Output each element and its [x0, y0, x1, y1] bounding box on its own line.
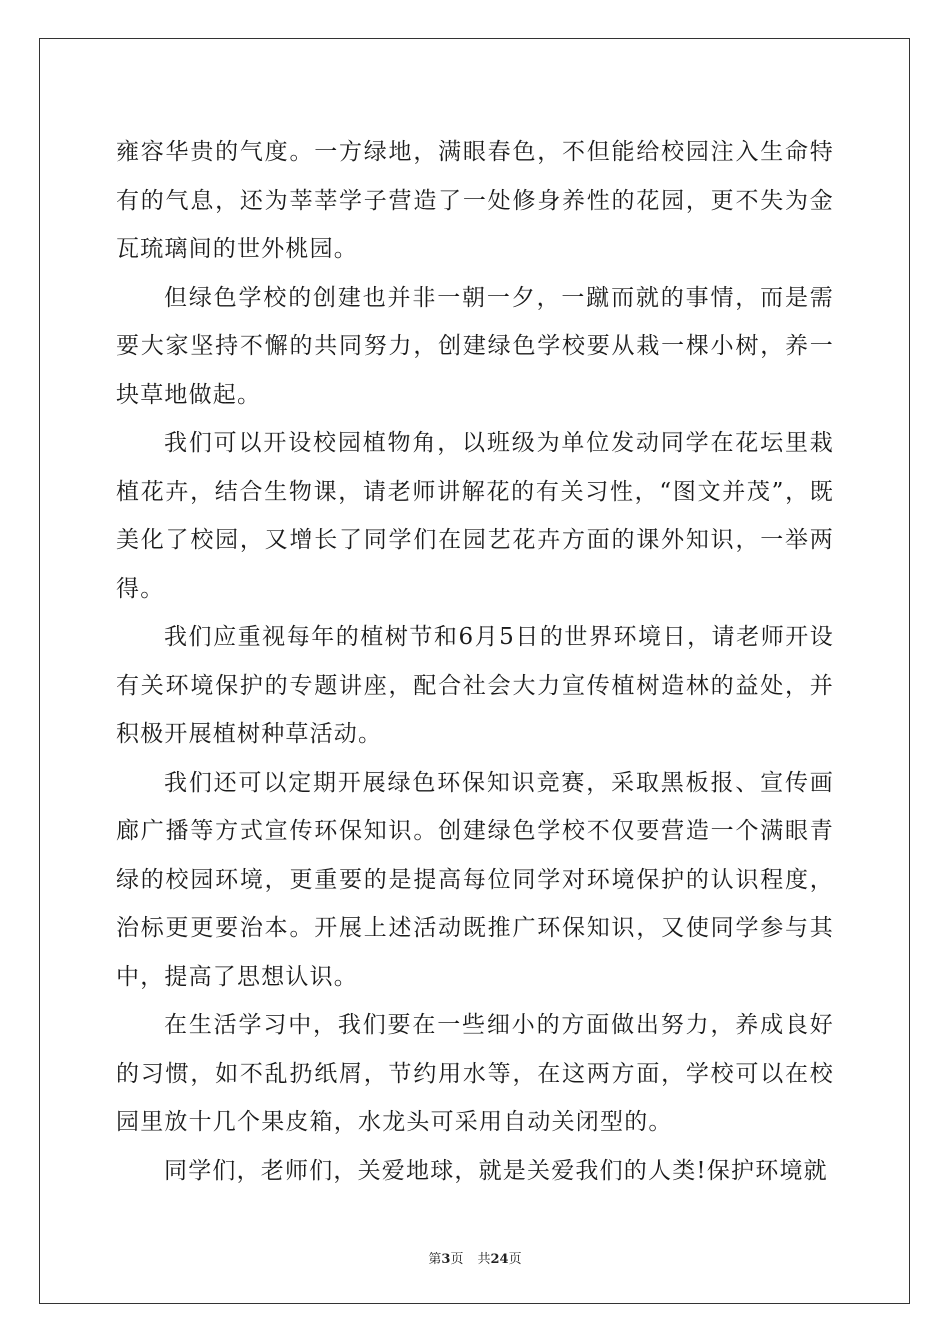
page-label-suffix: 页 [450, 1252, 464, 1267]
paragraph-7: 同学们，老师们，关爱地球，就是关爱我们的人类!保护环境就 [164, 1157, 828, 1184]
paragraph-5: 我们还可以定期开展绿色环保知识竞赛，采取黑板报、宣传画廊广播等方式宣传环保知识。创建绿色学校不仅要营造一个满眼青绿的校园环境，更重要的是提高每位同学对环境保护的认识程度，治标更更要治本。开展上述活动既推广环保知识，又使同学参与其中，提高了思想认识。 [116, 769, 834, 990]
document-body [116, 128, 834, 1195]
paragraph-2: 但绿色学校的创建也并非一朝一夕，一蹴而就的事情，而是需要大家坚持不懈的共同努力，创建绿色学校要从栽一棵小树，养一块草地做起。 [116, 284, 834, 408]
total-pages: 24 [490, 1252, 509, 1267]
page-label-prefix: 第 [428, 1252, 442, 1267]
total-label-suffix: 页 [508, 1252, 522, 1267]
page-number: 3 [441, 1252, 451, 1267]
paragraph-1: 雍容华贵的气度。一方绿地，满眼春色，不但能给校园注入生命特有的气息，还为莘莘学子营造了一处修身养性的花园，更不失为金瓦琉璃间的世外桃园。 [116, 139, 834, 262]
page-footer [0, 1248, 950, 1267]
paragraph-4: 我们应重视每年的植树节和6月5日的世界环境日，请老师开设有关环境保护的专题讲座，配合社会大力宣传植树造林的益处，并积极开展植树种草活动。 [116, 624, 834, 747]
paragraph-3: 我们可以开设校园植物角，以班级为单位发动同学在花坛里栽植花卉，结合生物课，请老师讲解花的有关习性，“图文并茂”，既美化了校园，又增长了同学们在园艺花卉方面的课外知识，一举两得。 [116, 430, 834, 602]
paragraph-6: 在生活学习中，我们要在一些细小的方面做出努力，养成良好的习惯，如不乱扔纸屑，节约用水等，在这两方面，学校可以在校园里放十几个果皮箱，水龙头可采用自动关闭型的。 [116, 1012, 834, 1135]
total-label-prefix: 共 [477, 1252, 491, 1267]
